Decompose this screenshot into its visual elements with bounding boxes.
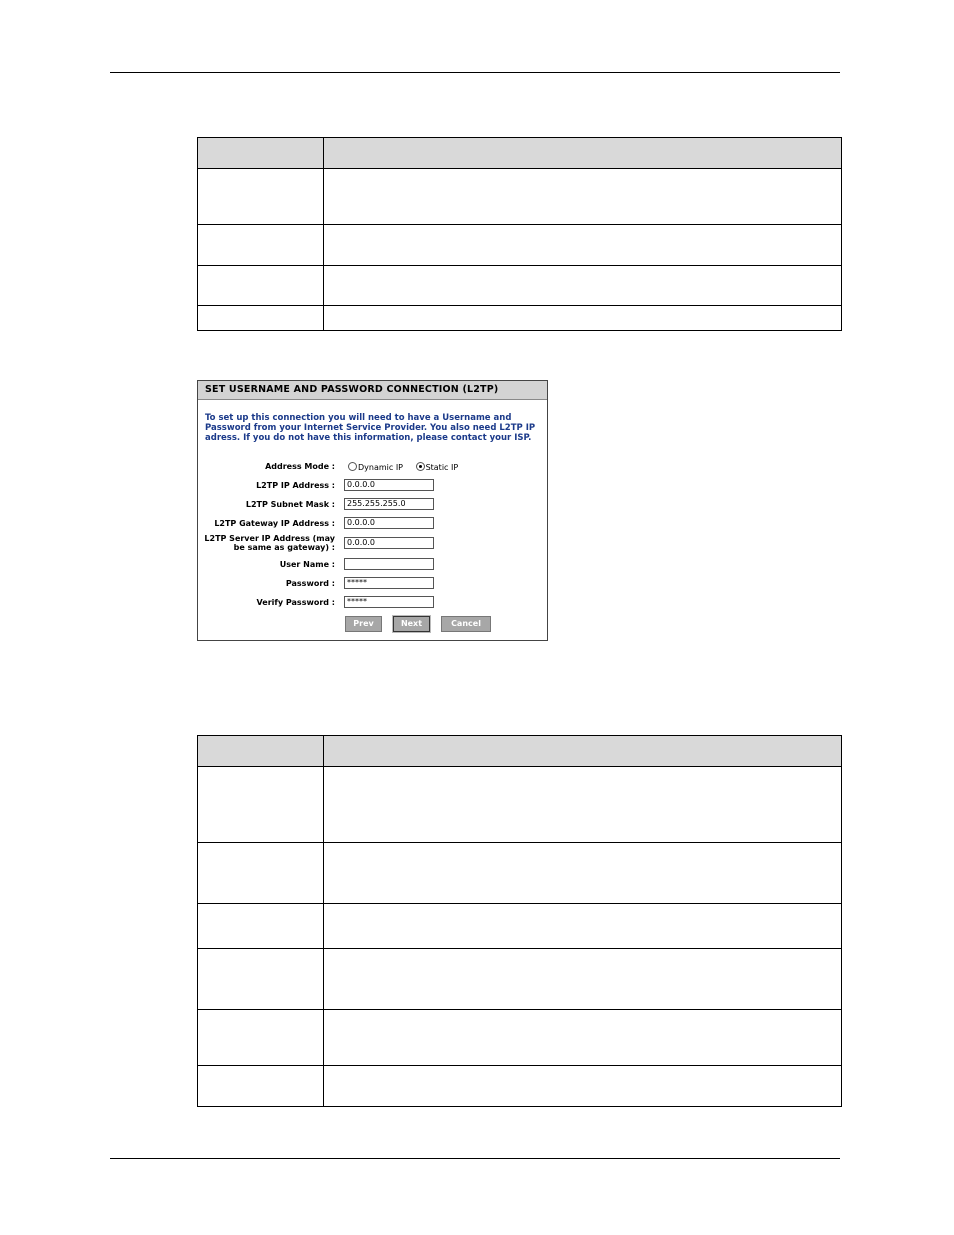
l2tp-gateway-row (198, 517, 547, 531)
table-row (198, 904, 842, 949)
verify-password-row (198, 596, 547, 610)
footer-rule (110, 1158, 840, 1159)
table-header-row (198, 138, 842, 169)
user-name-label: User Name : (279, 560, 335, 569)
password-input[interactable]: ***** (344, 577, 434, 589)
verify-password-label: Verify Password : (256, 598, 335, 607)
l2tp-gateway-input[interactable]: 0.0.0.0 (344, 517, 434, 529)
prev-button[interactable]: Prev (345, 616, 382, 632)
l2tp-server-label-line2: be same as gateway) : (233, 543, 335, 552)
table-row (198, 949, 842, 1010)
dynamic-ip-radio[interactable] (348, 462, 357, 471)
l2tp-ip-address-row (198, 479, 547, 493)
table-row (198, 1066, 842, 1107)
header-rule (110, 72, 840, 73)
field-description-table-1 (197, 137, 842, 331)
l2tp-gateway-label: L2TP Gateway IP Address : (214, 519, 335, 528)
table-row (198, 767, 842, 843)
address-mode-radio-group (348, 462, 468, 472)
l2tp-ip-address-input[interactable]: 0.0.0.0 (344, 479, 434, 491)
cancel-button[interactable]: Cancel (441, 616, 491, 632)
table-row (198, 843, 842, 904)
panel-title: SET USERNAME AND PASSWORD CONNECTION (L2TP) (198, 381, 547, 400)
user-name-row (198, 558, 547, 572)
l2tp-server-input[interactable]: 0.0.0.0 (344, 537, 434, 549)
l2tp-ip-address-label: L2TP IP Address : (256, 481, 335, 490)
verify-password-input[interactable]: ***** (344, 596, 434, 608)
static-ip-radio[interactable] (416, 462, 425, 471)
table-row (198, 169, 842, 225)
l2tp-subnet-mask-row (198, 498, 547, 512)
table-row (198, 225, 842, 266)
l2tp-subnet-mask-input[interactable]: 255.255.255.0 (344, 498, 434, 510)
address-mode-label: Address Mode : (265, 462, 335, 471)
field-description-table-2 (197, 735, 842, 1107)
table-row (198, 266, 842, 306)
panel-intro-text: To set up this connection you will need to have a Username and Password from your Internet Service Provider. You also need L2TP IP adress. If you do not have this information, please contact your ISP. (205, 413, 536, 443)
dynamic-ip-label: Dynamic IP (358, 463, 404, 472)
l2tp-server-label-line1: L2TP Server IP Address (may (204, 534, 335, 543)
table-row (198, 1010, 842, 1066)
l2tp-server-row (198, 534, 547, 556)
l2tp-subnet-mask-label: L2TP Subnet Mask : (245, 500, 335, 509)
password-label: Password : (285, 579, 335, 588)
address-mode-row (198, 462, 547, 476)
next-button[interactable]: Next (393, 616, 430, 632)
static-ip-label: Static IP (425, 463, 459, 472)
password-row (198, 577, 547, 591)
l2tp-settings-panel (197, 380, 548, 641)
table-header-row (198, 736, 842, 767)
user-name-input[interactable] (344, 558, 434, 570)
table-row (198, 306, 842, 331)
l2tp-server-label (204, 534, 335, 552)
